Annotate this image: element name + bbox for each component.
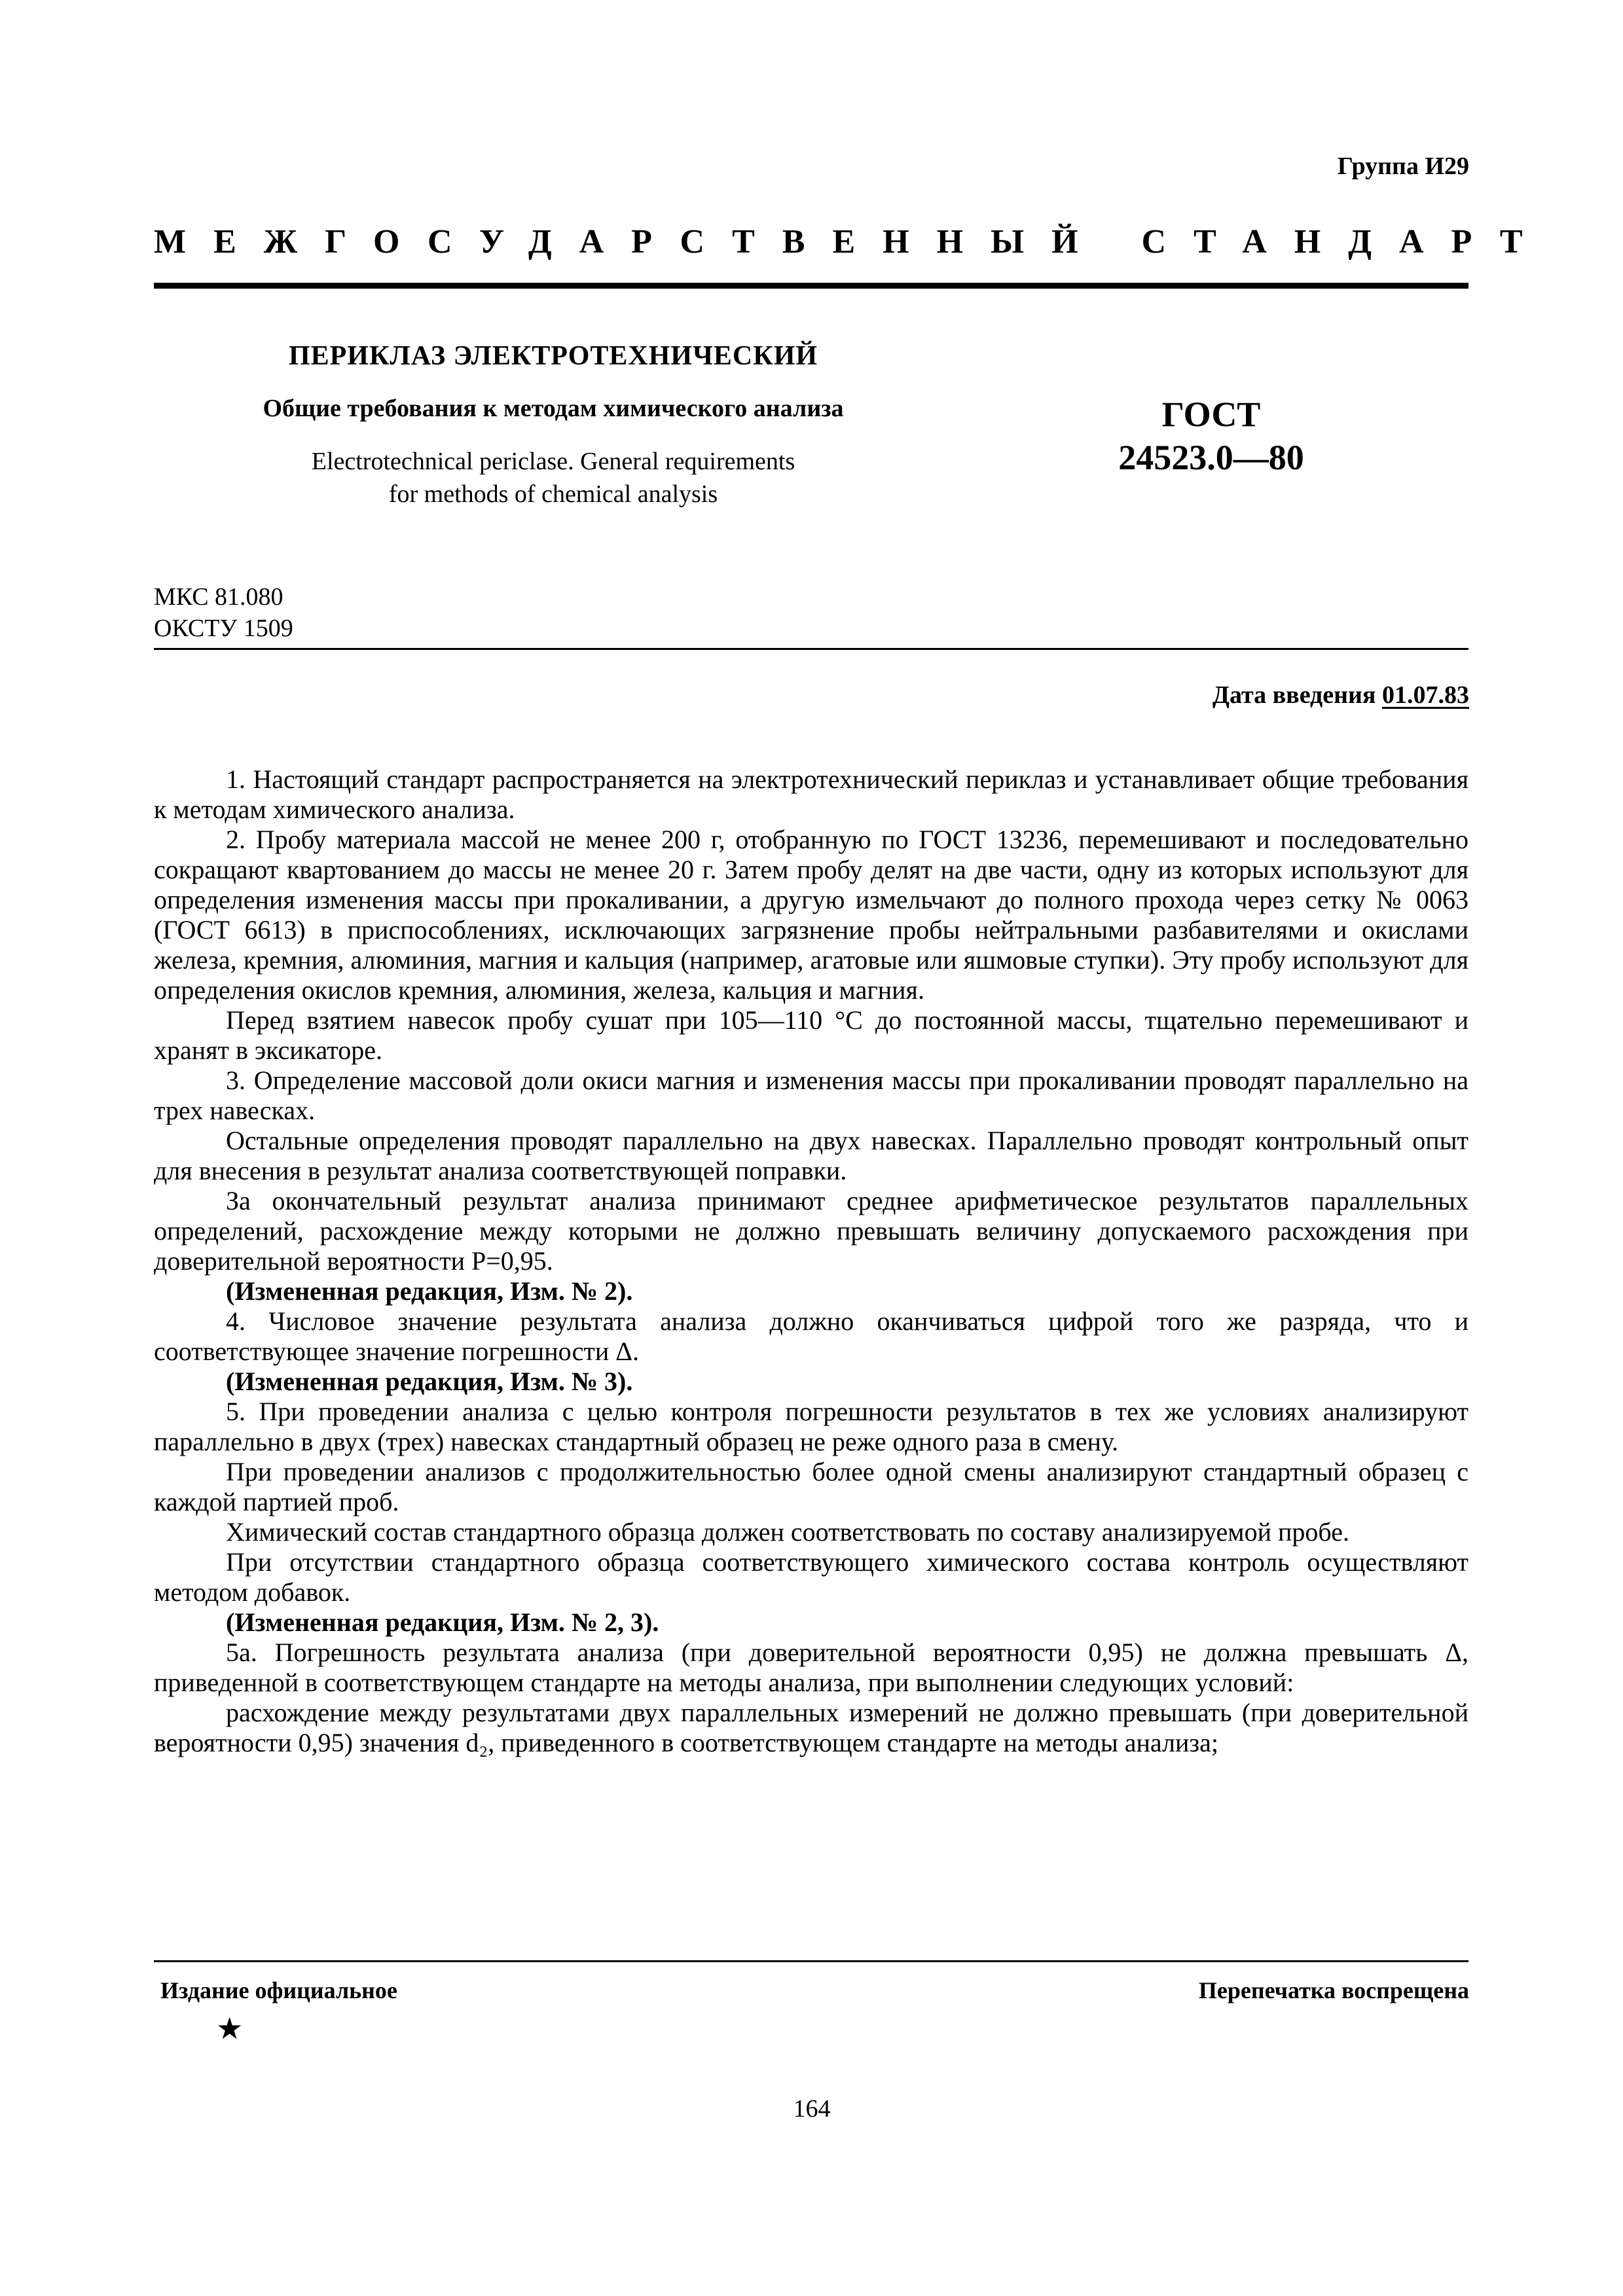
paragraph: При проведении анализов с продолжительностью более одной смены анализируют стандартный образец с каждой партией проб. — [154, 1457, 1468, 1516]
title-block — [196, 340, 910, 511]
english-title — [196, 445, 910, 511]
official-edition: Издание официальное — [160, 1977, 397, 2003]
english-title-line1: Electrotechnical periclase. General requirements — [311, 448, 795, 475]
paragraph: 2. Пробу материала массой не менее 200 г, отобранную по ГОСТ 13236, перемешивают и последовательно сокращают квартованием до массы не менее 20 г. Затем пробу делят на две части, одну из которых используют для определения изменения массы при прокаливании, а другую измельчают до полного прохода через сетку № 0063 (ГОСТ 6613) в приспособлениях, исключающих загрязнение пробы нейтральными разбавителями и окислами железа, кремния, алюминия, магния и кальция (например, агатовые или яшмовые ступки). Эту пробу используют для определения окислов кремния, алюминия, железа, кальция и магния. — [154, 825, 1468, 1005]
gost-number — [1100, 393, 1322, 479]
document-title: ПЕРИКЛАЗ ЭЛЕКТРОТЕХНИЧЕСКИЙ — [288, 341, 818, 371]
amendment-note: (Измененная редакция, Изм. № 2, 3). — [226, 1607, 659, 1637]
mks-code: МКС 81.080 — [154, 583, 283, 611]
paragraph: Остальные определения проводят параллельно на двух навесках. Параллельно проводят контрольный опыт для внесения в результат анализа соответствующей поправки. — [154, 1126, 1468, 1185]
classification-rule — [154, 648, 1468, 650]
paragraph: Химический состав стандартного образца должен соответствовать по составу анализируемой пробе. — [226, 1517, 1349, 1547]
introduction-date — [1213, 681, 1469, 709]
paragraph: 5. При проведении анализа с целью контроля погрешности результатов в тех же условиях анализируют параллельно в двух (трех) навесках стандартный образец не реже одного раза в смену. — [154, 1397, 1468, 1456]
page-number: 164 — [793, 2095, 831, 2123]
document-subtitle: Общие требования к методам химического анализа — [263, 395, 844, 422]
english-title-line2: for methods of chemical analysis — [388, 480, 718, 508]
document-body — [154, 764, 1468, 1758]
paragraph: За окончательный результат анализа принимают среднее арифметическое результатов параллельных определений, расхождение между которыми не должно превышать величину допускаемого расхождения при доверительной вероятности Р=0,95. — [154, 1186, 1468, 1276]
introduction-date-value: 01.07.83 — [1382, 681, 1469, 709]
paragraph: 3. Определение массовой доли окиси магния и изменения массы при прокаливании проводят параллельно на трех навесках. — [154, 1066, 1468, 1125]
group-code: Группа И29 — [1337, 152, 1469, 180]
header-rule — [154, 283, 1468, 289]
amendment-note: (Измененная редакция, Изм. № 3). — [226, 1367, 633, 1396]
gost-label: ГОСТ — [1161, 395, 1261, 434]
paragraph: Перед взятием навесок пробу сушат при 105—110 °С до постоянной массы, тщательно перемешивают и хранят в эксикаторе. — [154, 1005, 1468, 1065]
paragraph: 4. Числовое значение результата анализа должно оканчиваться цифрой того же разряда, что и соответствующее значение погрешности Δ. — [154, 1306, 1468, 1366]
classification-codes — [154, 581, 293, 644]
paragraph: расхождение между результатами двух параллельных измерений не должно превышать (при доверительной вероятности 0,95) значения d₂, приведенного в соответствующем стандарте на методы анализа; — [154, 1698, 1468, 1757]
introduction-date-label: Дата введения — [1212, 681, 1376, 709]
star-icon: ★ — [216, 2012, 244, 2045]
standard-banner: МЕЖГОСУДАРСТВЕННЫЙ СТАНДАРТ — [154, 223, 1550, 260]
paragraph: 5а. Погрешность результата анализа (при доверительной вероятности 0,95) не должна превышать Δ, приведенной в соответствующем стандарте на методы анализа, при выполнении следующих условий: — [154, 1638, 1468, 1697]
paragraph: При отсутствии стандартного образца соответствующего химического состава контроль осуществляют методом добавок. — [154, 1547, 1468, 1607]
okstu-code: ОКСТУ 1509 — [154, 615, 293, 642]
gost-code: 24523.0—80 — [1118, 438, 1304, 477]
reprint-prohibited: Перепечатка воспрещена — [1198, 1977, 1469, 2003]
paragraph: 1. Настоящий стандарт распространяется на электротехнический периклаз и устанавливает общие требования к методам химического анализа. — [154, 764, 1468, 824]
footer-rule — [154, 1960, 1468, 1962]
amendment-note: (Измененная редакция, Изм. № 2). — [226, 1276, 633, 1306]
